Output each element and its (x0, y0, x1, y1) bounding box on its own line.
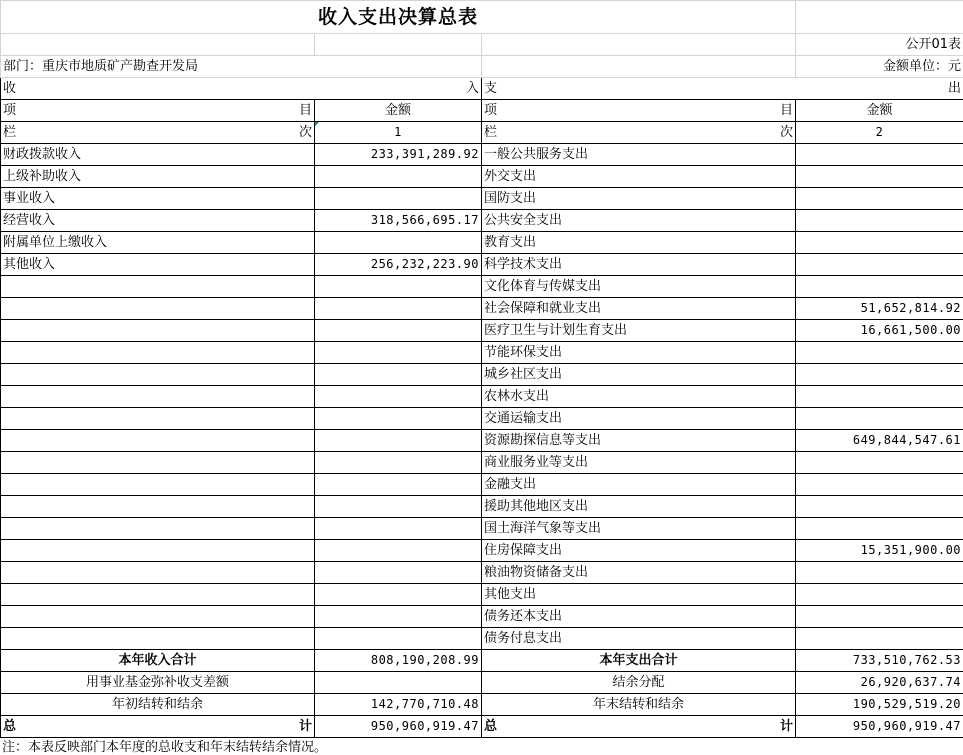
table-row (1, 606, 963, 628)
income-amount (315, 518, 482, 540)
item-header-income: 项 目 (1, 100, 315, 122)
income-amount (315, 584, 482, 606)
expense-item: 住房保障支出 (482, 540, 796, 562)
table-row (1, 342, 963, 364)
expense-amount (796, 364, 963, 386)
table-row (1, 320, 963, 342)
income-item: 事业收入 (1, 188, 315, 210)
income-item (1, 518, 315, 540)
income-item: 上级补助收入 (1, 166, 315, 188)
table-row (1, 254, 963, 276)
income-item (1, 276, 315, 298)
expense-amount (796, 232, 963, 254)
amount-header-expense: 金额 (796, 100, 963, 122)
expense-item: 公共安全支出 (482, 210, 796, 232)
expense-item: 国土海洋气象等支出 (482, 518, 796, 540)
income-item (1, 452, 315, 474)
fund-compensation-amount (315, 672, 482, 694)
income-item (1, 562, 315, 584)
expense-amount (796, 276, 963, 298)
income-amount (315, 386, 482, 408)
expense-item: 文化体育与传媒支出 (482, 276, 796, 298)
expense-total-label: 本年支出合计 (482, 650, 796, 672)
income-amount (315, 166, 482, 188)
expense-item: 城乡社区支出 (482, 364, 796, 386)
empty-cell (796, 1, 963, 34)
income-amount (315, 540, 482, 562)
income-item (1, 606, 315, 628)
table-row (1, 298, 963, 320)
form-code: 公开01表 (796, 34, 963, 56)
income-amount (315, 232, 482, 254)
expense-item: 科学技术支出 (482, 254, 796, 276)
empty-cell (315, 34, 482, 56)
table-row (1, 474, 963, 496)
expense-item: 交通运输支出 (482, 408, 796, 430)
expense-amount: 16,661,500.00 (796, 320, 963, 342)
expense-amount: 649,844,547.61 (796, 430, 963, 452)
expense-item: 教育支出 (482, 232, 796, 254)
income-amount (315, 628, 482, 650)
expense-amount (796, 166, 963, 188)
sheet-title: 收入支出决算总表 (1, 1, 796, 34)
department-label: 部门：重庆市地质矿产勘查开发局 (1, 56, 482, 78)
empty-cell (482, 56, 796, 78)
expense-item: 资源勘探信息等支出 (482, 430, 796, 452)
expense-item: 援助其他地区支出 (482, 496, 796, 518)
income-amount (315, 320, 482, 342)
table-row (1, 408, 963, 430)
income-item: 其他收入 (1, 254, 315, 276)
expense-amount (796, 562, 963, 584)
income-item (1, 584, 315, 606)
unit-label: 金额单位：元 (796, 56, 963, 78)
income-amount (315, 188, 482, 210)
expense-header: 支 出 (482, 78, 963, 100)
expense-amount (796, 496, 963, 518)
income-item (1, 430, 315, 452)
table-row (1, 628, 963, 650)
income-item (1, 342, 315, 364)
expense-item: 国防支出 (482, 188, 796, 210)
data-rows (1, 144, 963, 650)
footnote: 注：本表反映部门本年度的总收支和年末结转结余情况。 (2, 736, 327, 755)
expense-amount (796, 144, 963, 166)
expense-item: 债务还本支出 (482, 606, 796, 628)
expense-amount: 51,652,814.92 (796, 298, 963, 320)
expense-amount (796, 518, 963, 540)
column-index-header-income: 栏 次 (1, 122, 315, 144)
expense-item: 金融支出 (482, 474, 796, 496)
expense-item: 债务付息支出 (482, 628, 796, 650)
table-row (1, 364, 963, 386)
expense-amount (796, 386, 963, 408)
table-row (1, 386, 963, 408)
table-row (1, 518, 963, 540)
income-amount (315, 298, 482, 320)
expense-item: 社会保障和就业支出 (482, 298, 796, 320)
income-amount: 256,232,223.90 (315, 254, 482, 276)
income-amount (315, 562, 482, 584)
expense-amount: 15,351,900.00 (796, 540, 963, 562)
income-amount (315, 606, 482, 628)
grand-total-label-expense: 总 计 (482, 716, 796, 738)
expense-amount (796, 584, 963, 606)
income-header: 收 入 (1, 78, 482, 100)
amount-header-income: 金额 (315, 100, 482, 122)
beginning-balance-label: 年初结转和结余 (1, 694, 315, 716)
column-number-2: 2 (796, 122, 963, 144)
expense-item: 节能环保支出 (482, 342, 796, 364)
expense-item: 一般公共服务支出 (482, 144, 796, 166)
income-amount (315, 430, 482, 452)
expense-item: 医疗卫生与计划生育支出 (482, 320, 796, 342)
table-row (1, 188, 963, 210)
expense-item: 商业服务业等支出 (482, 452, 796, 474)
expense-total-amount: 733,510,762.53 (796, 650, 963, 672)
empty-cell (482, 34, 796, 56)
table-row (1, 276, 963, 298)
income-amount (315, 276, 482, 298)
table-row (1, 232, 963, 254)
expense-amount (796, 254, 963, 276)
income-amount (315, 342, 482, 364)
column-index-header-expense: 栏 次 (482, 122, 796, 144)
income-item: 经营收入 (1, 210, 315, 232)
income-item (1, 298, 315, 320)
table-row (1, 166, 963, 188)
table-row (1, 584, 963, 606)
expense-amount (796, 628, 963, 650)
income-item (1, 386, 315, 408)
expense-amount (796, 408, 963, 430)
income-item: 财政拨款收入 (1, 144, 315, 166)
income-amount (315, 452, 482, 474)
table-row (1, 210, 963, 232)
income-item (1, 408, 315, 430)
expense-amount (796, 606, 963, 628)
empty-cell (1, 34, 315, 56)
income-item (1, 364, 315, 386)
beginning-balance-amount: 142,770,710.48 (315, 694, 482, 716)
expense-amount (796, 474, 963, 496)
expense-amount (796, 342, 963, 364)
expense-amount (796, 210, 963, 232)
income-item (1, 628, 315, 650)
income-item (1, 496, 315, 518)
income-amount: 233,391,289.92 (315, 144, 482, 166)
income-item (1, 540, 315, 562)
table-row (1, 144, 963, 166)
ending-balance-amount: 190,529,519.20 (796, 694, 963, 716)
surplus-distribution-label: 结余分配 (482, 672, 796, 694)
table-row (1, 540, 963, 562)
fund-compensation-label: 用事业基金弥补收支差额 (1, 672, 315, 694)
table-row (1, 562, 963, 584)
expense-item: 农林水支出 (482, 386, 796, 408)
income-item (1, 474, 315, 496)
income-amount (315, 496, 482, 518)
expense-amount (796, 188, 963, 210)
income-amount (315, 408, 482, 430)
income-total-amount: 808,190,208.99 (315, 650, 482, 672)
income-item: 附属单位上缴收入 (1, 232, 315, 254)
table-row (1, 452, 963, 474)
income-amount (315, 474, 482, 496)
ending-balance-label: 年末结转和结余 (482, 694, 796, 716)
grand-total-expense: 950,960,919.47 (796, 716, 963, 738)
expense-item: 其他支出 (482, 584, 796, 606)
expense-item: 粮油物资储备支出 (482, 562, 796, 584)
grand-total-income: 950,960,919.47 (315, 716, 482, 738)
income-amount (315, 364, 482, 386)
income-total-label: 本年收入合计 (1, 650, 315, 672)
expense-amount (796, 452, 963, 474)
item-header-expense: 项 目 (482, 100, 796, 122)
column-number-1: 1 (315, 122, 482, 144)
table-row (1, 496, 963, 518)
expense-item: 外交支出 (482, 166, 796, 188)
income-item (1, 320, 315, 342)
income-amount: 318,566,695.17 (315, 210, 482, 232)
surplus-distribution-amount: 26,920,637.74 (796, 672, 963, 694)
grand-total-label-income: 总 计 (1, 716, 315, 738)
table-row (1, 430, 963, 452)
